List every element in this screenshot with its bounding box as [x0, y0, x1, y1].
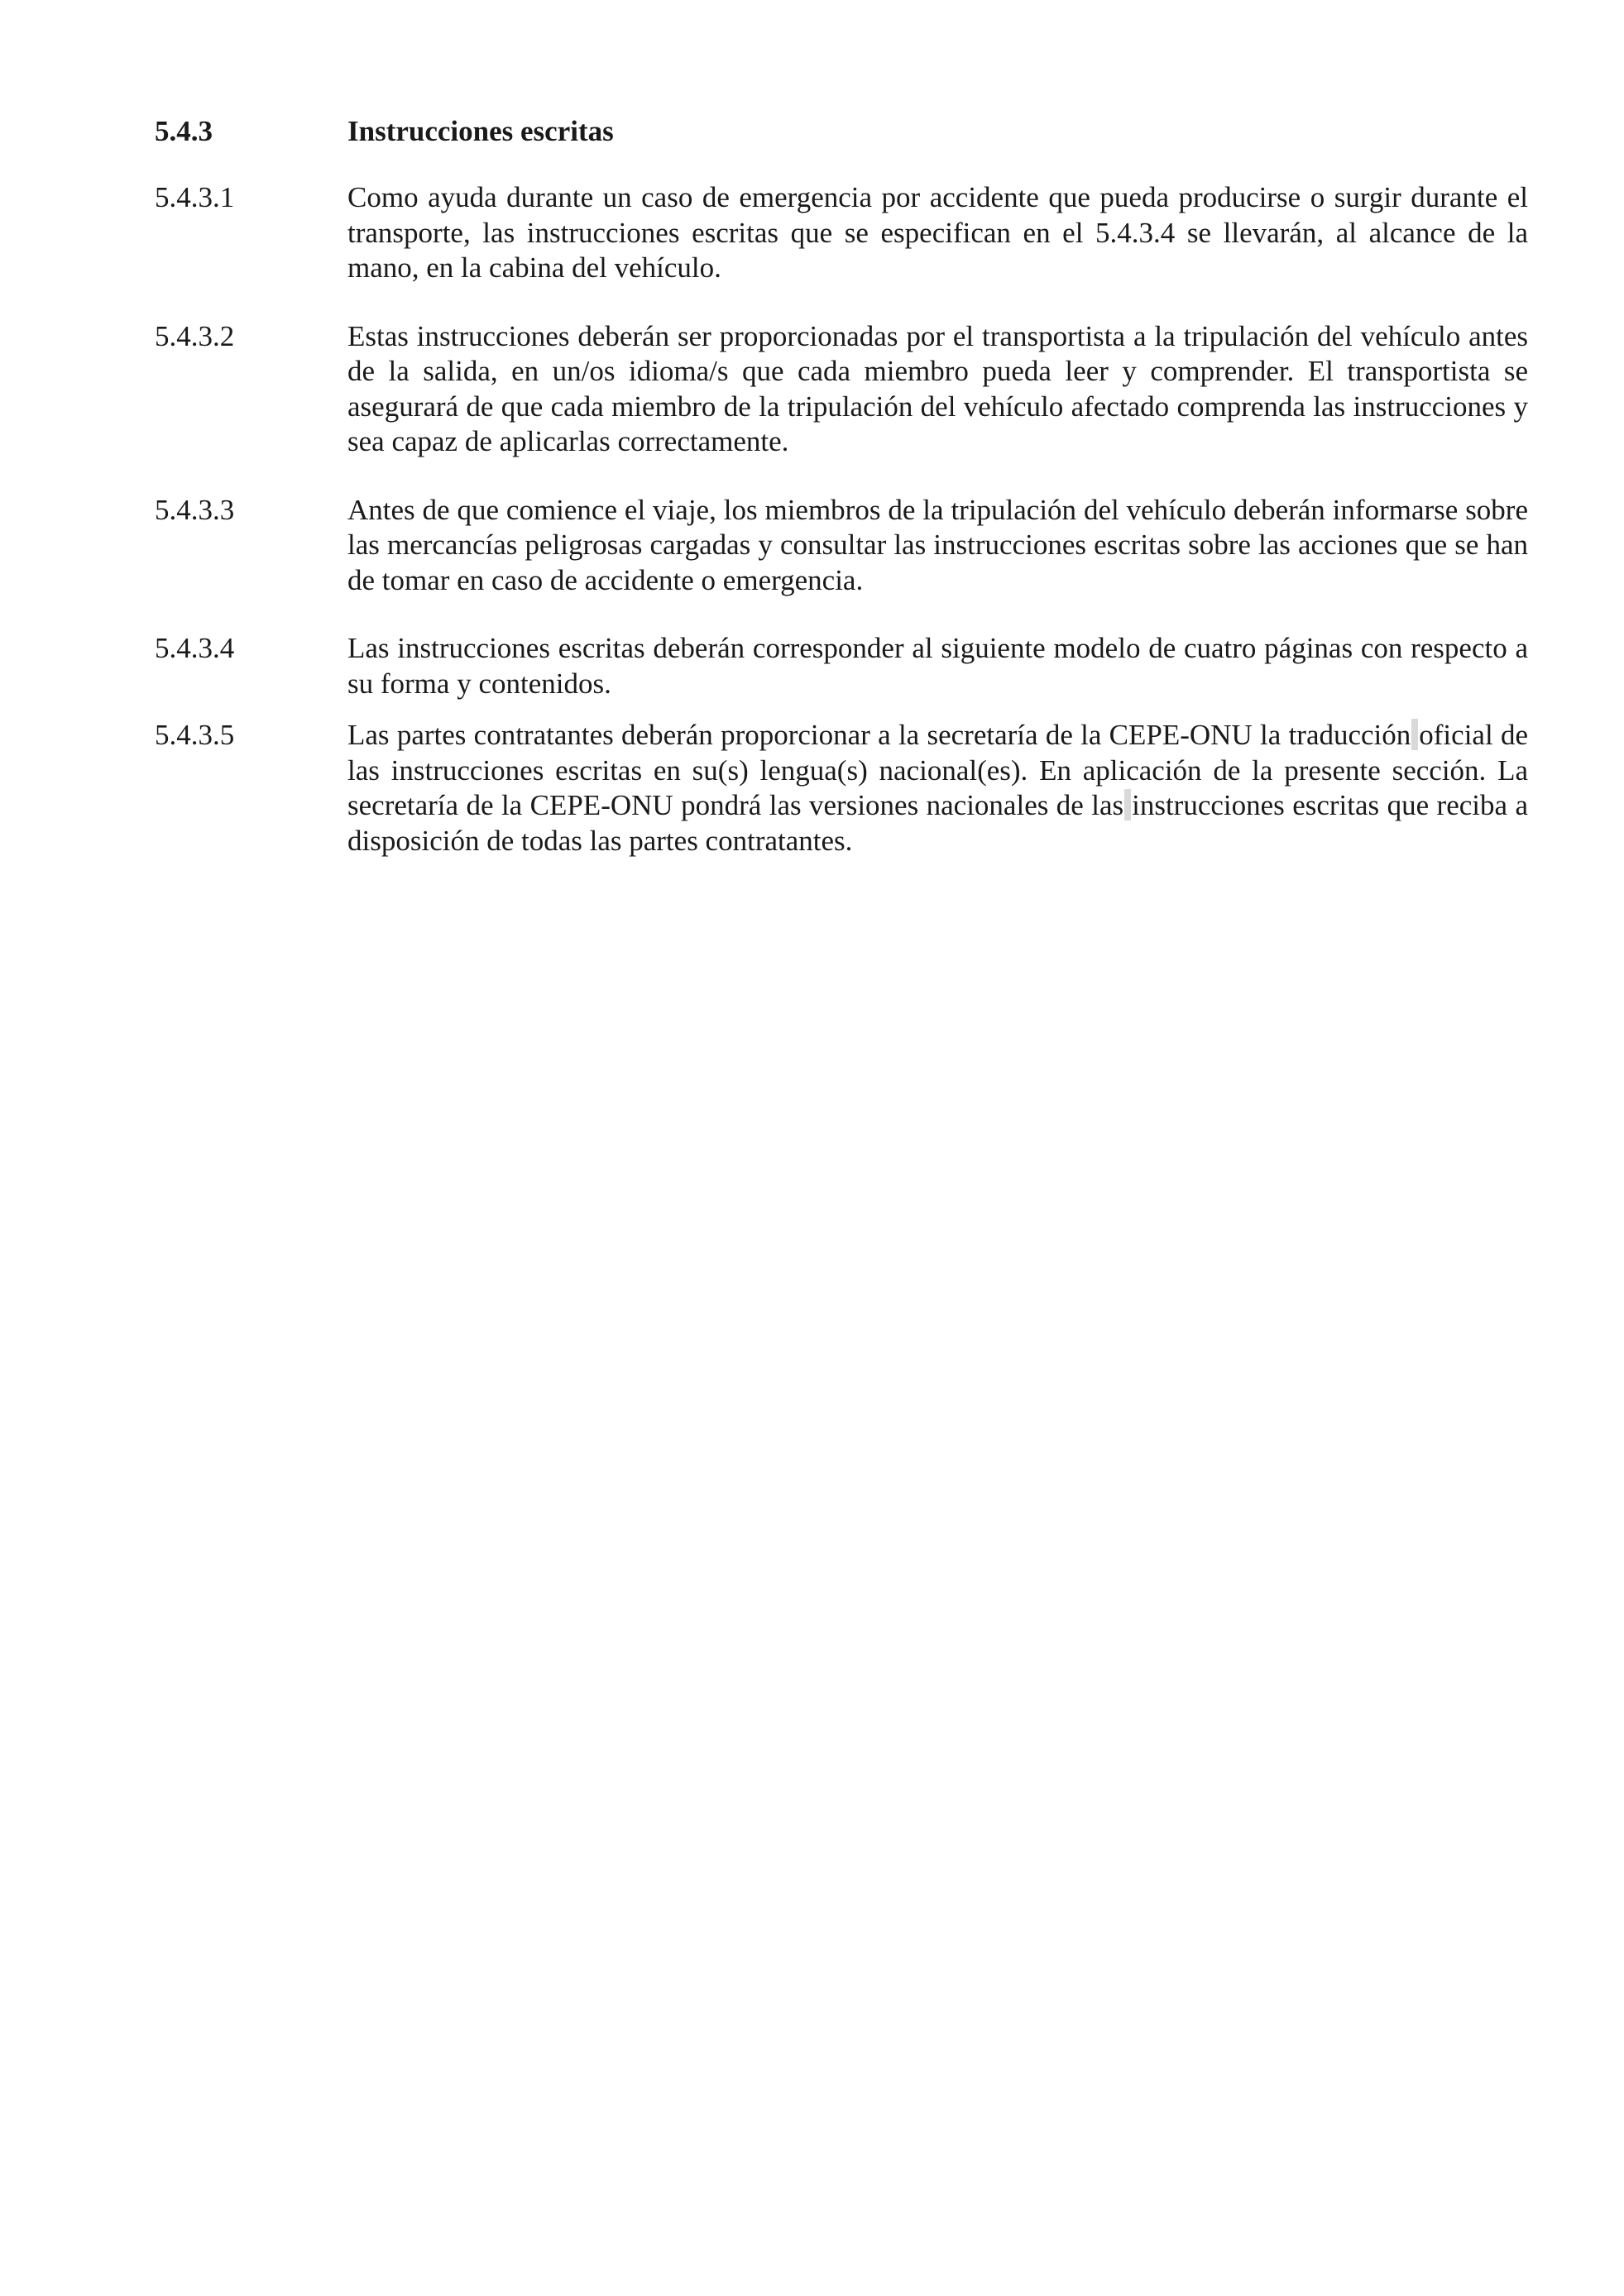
paragraph-5-4-3-1 — [155, 180, 1528, 286]
edit-marker — [1411, 719, 1418, 750]
edit-marker — [1124, 789, 1131, 820]
paragraph-5-4-3-5 — [155, 718, 1528, 859]
section-5-4-3 — [155, 114, 1528, 892]
paragraph-text: Antes de que comience el viaje, los miembros de la tripulación del vehículo deberán informarse sobre las mercancías peligrosas cargadas y consultar las instrucciones escritas sobre las acciones que se han de tomar en caso de accidente o emergencia. — [347, 493, 1528, 596]
paragraph-text-part-3: instrucciones escritas que reciba a disposición de todas las partes contratantes. — [347, 789, 1528, 857]
paragraph-number: 5.4.3.1 — [155, 181, 235, 213]
paragraph-5-4-3-3 — [155, 493, 1528, 599]
paragraph-number: 5.4.3.3 — [155, 493, 235, 526]
paragraph-number: 5.4.3.5 — [155, 719, 235, 751]
paragraph-text: Estas instrucciones deberán ser proporcionadas por el transportista a la tripulación del vehículo antes de la salida, en un/os idioma/s que cada miembro pueda leer y comprender. El transportista se asegurará de que cada miembro de la tripulación del vehículo afectado comprenda las instrucciones y sea capaz de aplicarlas correctamente. — [347, 319, 1528, 457]
section-title: Instrucciones escritas — [347, 115, 614, 147]
paragraph-number: 5.4.3.4 — [155, 632, 235, 664]
paragraph-text: Las instrucciones escritas deberán corresponder al siguiente modelo de cuatro páginas con respecto a su forma y contenidos. — [347, 632, 1528, 700]
paragraph-text-part-1: Las partes contratantes deberán proporcionar a la secretaría de la CEPE-ONU la traducción — [347, 719, 1411, 751]
section-heading — [155, 114, 1528, 149]
paragraph-text — [347, 718, 1528, 859]
paragraph-5-4-3-4 — [155, 631, 1528, 701]
paragraph-text-part-2: oficial de las instrucciones escritas en su(s) lengua(s) nacional(es). En aplicación de la presente sección. La secretaría de la CEPE-ONU pondrá las versiones nacionales de las — [347, 719, 1528, 821]
paragraph-5-4-3-2 — [155, 319, 1528, 460]
section-number: 5.4.3 — [155, 115, 213, 147]
paragraph-text: Como ayuda durante un caso de emergencia por accidente que pueda producirse o surgir durante el transporte, las instrucciones escritas que se especifican en el 5.4.3.4 se llevarán, al alcance de la mano, en la cabina del vehículo. — [347, 181, 1528, 284]
paragraph-number: 5.4.3.2 — [155, 319, 235, 352]
